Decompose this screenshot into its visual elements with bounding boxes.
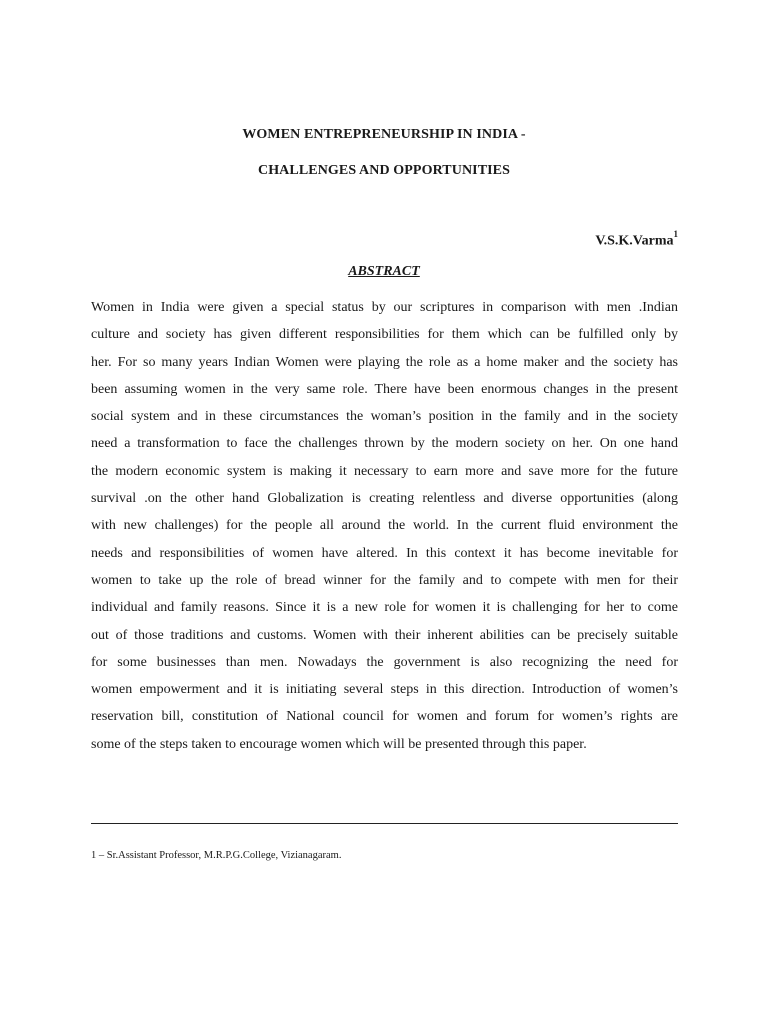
abstract-line: women empowerment and it is initiating several steps in this direction. Introduction of women’s [91,682,678,698]
abstract-line: need a transformation to face the challenges thrown by the modern society on her. On one hand [91,436,678,452]
author-name-text: V.S.K.Varma [595,233,674,249]
abstract-line: her. For so many years Indian Women were playing the role as a home maker and the society has [91,354,678,370]
author-name [595,231,678,250]
author-footnote-mark: 1 [673,229,678,239]
paper-title-line-1: WOMEN ENTREPRENEURSHIP IN INDIA - [242,127,526,142]
footnote-divider [91,823,678,824]
footnote-text: 1 – Sr.Assistant Professor, M.R.P.G.College, Vizianagaram. [91,850,342,861]
abstract-line: the modern economic system is making it necessary to earn more and save more for the future [91,463,678,479]
abstract-line: individual and family reasons. Since it is a new role for women it is challenging for her to come [91,600,678,616]
abstract-line: needs and responsibilities of women have altered. In this context it has become inevitable for [91,545,678,561]
abstract-line: culture and society has given different responsibilities for them which can be fulfilled only by [91,327,678,343]
abstract-line: out of those traditions and customs. Women with their inherent abilities can be precisely suitable [91,627,678,643]
abstract-line: with new challenges) for the people all around the world. In the current fluid environment the [91,518,678,534]
abstract-heading: ABSTRACT [348,264,420,279]
paper-title-line-2: CHALLENGES AND OPPORTUNITIES [257,163,511,178]
abstract-line: for some businesses than men. Nowadays the government is also recognizing the need for [91,654,678,670]
abstract-line: some of the steps taken to encourage women which will be presented through this paper. [91,736,587,752]
abstract-line: reservation bill, constitution of National council for women and forum for women’s rights are [91,709,678,725]
abstract-line: survival .on the other hand Globalization is creating relentless and diverse opportunities (along [91,491,678,507]
abstract-body [91,294,678,758]
abstract-line: Women in India were given a special status by our scriptures in comparison with men .Indian [91,300,678,315]
abstract-line: women to take up the role of bread winner for the family and to compete with men for their [91,572,678,588]
abstract-line: social system and in these circumstances the woman’s position in the family and in the society [91,409,678,425]
abstract-line: been assuming women in the very same role. There have been enormous changes in the present [91,381,678,397]
